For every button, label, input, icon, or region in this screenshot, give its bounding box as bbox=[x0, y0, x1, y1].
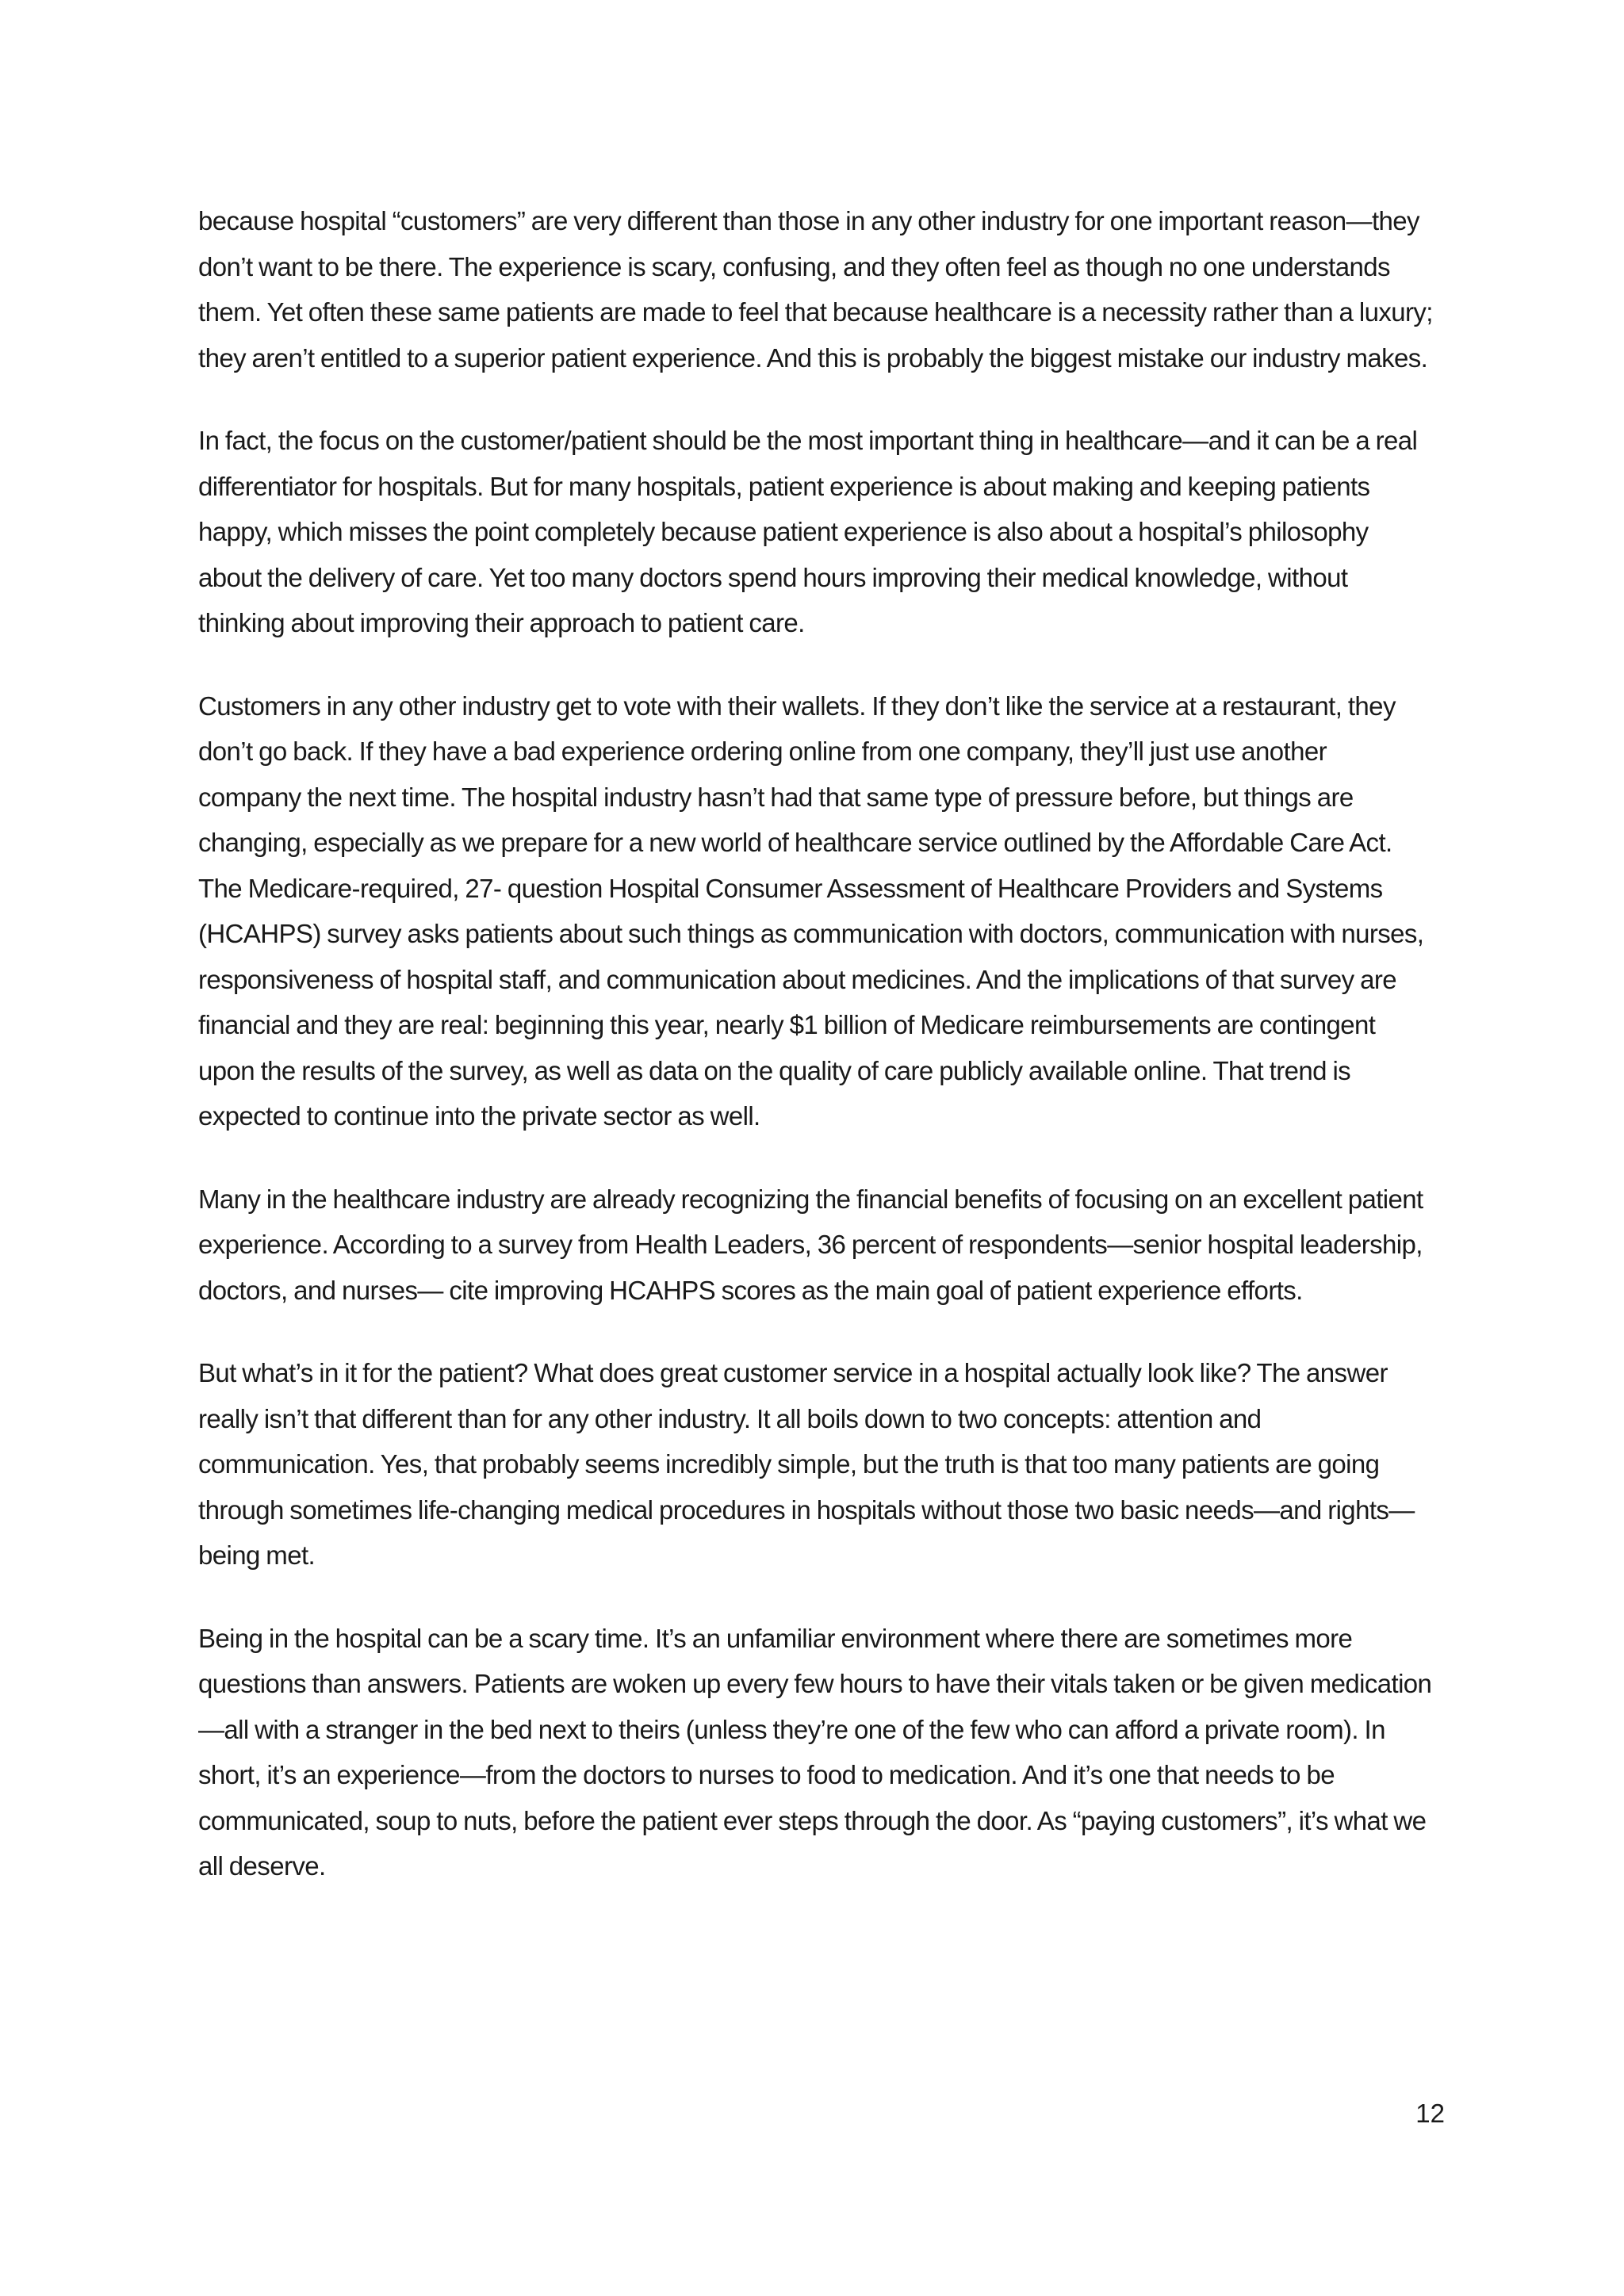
paragraph-4: Many in the healthcare industry are already recognizing the financial benefits of focusing on an excellent patient experience. According to a survey from Health Leaders, 36 percent of respondents—senior hospital leadership, doctors, and nurses— cite improving HCAHPS scores as the main goal of patient experience efforts. bbox=[198, 1184, 1423, 1305]
page-number: 12 bbox=[1415, 2099, 1445, 2128]
paragraph-6: Being in the hospital can be a scary time. It’s an unfamiliar environment where there are sometimes more questions than answers. Patients are woken up every few hours to have their vitals taken or be given medication—all with a stranger in the bed next to theirs (unless they’re one of the few who can afford a private room). In short, it’s an experience—from the doctors to nurses to food to medication. And it’s one that needs to be communicated, soup to nuts, before the patient ever steps through the door. As “paying customers”, it’s what we all deserve. bbox=[198, 1623, 1432, 1881]
paragraph-2: In fact, the focus on the customer/patient should be the most important thing in healthcare—and it can be a real differentiator for hospitals. But for many hospitals, patient experience is about making and keeping patients happy, which misses the point completely because patient experience is also about a hospital’s philosophy about the delivery of care. Yet too many doctors spend hours improving their medical knowledge, without thinking about improving their approach to patient care. bbox=[198, 426, 1418, 637]
paragraph-3: Customers in any other industry get to vote with their wallets. If they don’t like the service at a restaurant, they don’t go back. If they have a bad experience ordering online from one company, they’ll just use another company the next time. The hospital industry hasn’t had that same type of pressure before, but things are changing, especially as we prepare for a new world of healthcare service outlined by the Affordable Care Act. The Medicare-required, 27- question Hospital Consumer Assessment of Healthcare Providers and Systems (HCAHPS) survey asks patients about such things as communication with doctors, communication with nurses, responsiveness of hospital staff, and communication about medicines. And the implications of that survey are financial and they are real: beginning this year, nearly $1 billion of Medicare reimbursements are contingent upon the results of the survey, as well as data on the quality of care publicly available online. That trend is expected to continue into the private sector as well. bbox=[198, 691, 1424, 1131]
body-text bbox=[198, 198, 1435, 1889]
paragraph-1: because hospital “customers” are very different than those in any other industry for one important reason—they don’t want to be there. The experience is scary, confusing, and they often feel as though no one understands them. Yet often these same patients are made to feel that because healthcare is a necessity rather than a luxury; they aren’t entitled to a superior patient experience. And this is probably the biggest mistake our industry makes. bbox=[198, 206, 1433, 373]
paragraph-5: But what’s in it for the patient? What does great customer service in a hospital actually look like? The answer really isn’t that different than for any other industry. It all boils down to two concepts: attention and communication. Yes, that probably seems incredibly simple, but the truth is that too many patients are going through sometimes life-changing medical procedures in hospitals without those two basic needs—and rights—being met. bbox=[198, 1358, 1415, 1570]
